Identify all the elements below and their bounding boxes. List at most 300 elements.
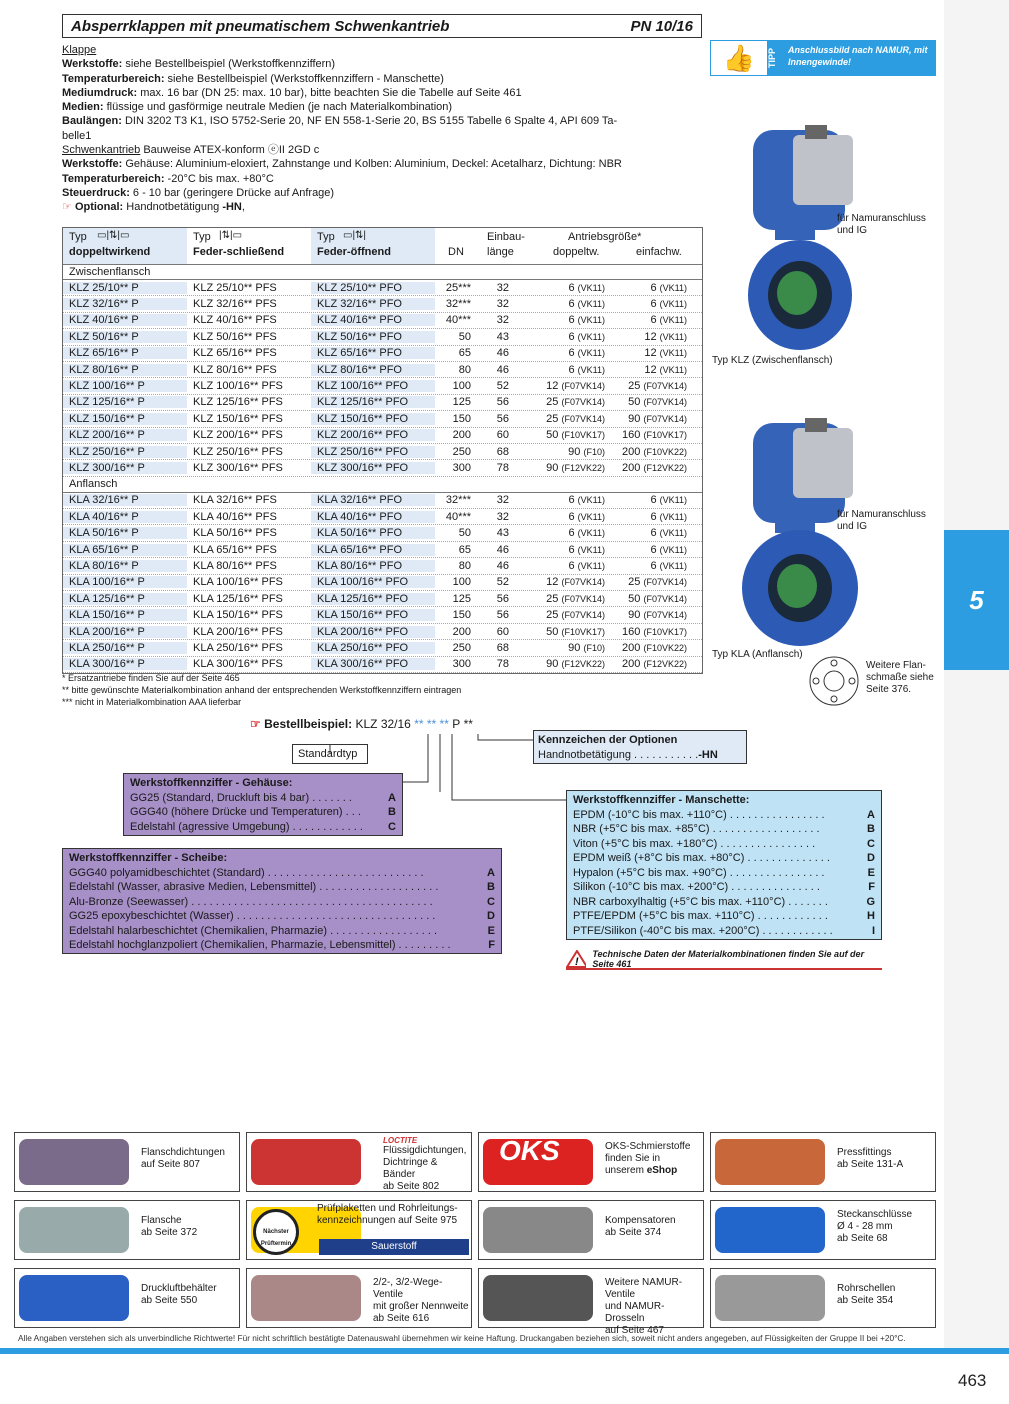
code-item-label: GGG40 (höhere Drücke und Temperaturen) . . .: [130, 806, 361, 818]
caption-namur-2: [837, 509, 926, 533]
product-text-line: Rohrschellen: [837, 1283, 896, 1294]
code-item-label: Edelstahl halarbeschichtet (Chemikalien, Pharmazie) . . . . . . . . . . . . . . . . . .: [69, 924, 438, 937]
table-cell: 60: [496, 429, 509, 442]
table-cell: KLA 40/16** P: [63, 511, 187, 523]
side-margin: [944, 0, 1009, 1350]
code-item: [573, 895, 875, 910]
code-item: [573, 808, 875, 823]
actuator-size: 6: [650, 298, 657, 311]
table-cell: KLZ 25/10** PFS: [187, 282, 311, 294]
product-image: [19, 1207, 129, 1253]
actuator-code: (VK11): [577, 299, 605, 310]
rows-anflansch: [63, 493, 702, 673]
col-header-einfachw: einfachw.: [636, 246, 682, 258]
table-cell: [607, 364, 693, 376]
valve-image-kla: [735, 418, 865, 648]
actuator-code: (F10VK22): [643, 446, 687, 457]
product-teaser[interactable]: [710, 1132, 936, 1192]
table-cell: 32: [496, 314, 509, 327]
actuator-size: 6: [568, 330, 575, 343]
product-table: [62, 227, 703, 674]
actuator-size: 6: [568, 314, 575, 327]
code-item: [69, 880, 495, 895]
actuator-size: 6: [568, 298, 575, 311]
code-item-label: PTFE/Silikon (-40°C bis max. +200°C) . . . . . . . . . . . .: [573, 924, 833, 937]
product-text-line: Flanschdichtungen: [141, 1147, 225, 1158]
spec-value: Bauweise ATEX-konform ⓔII 2GD c: [140, 144, 320, 157]
table-cell: 125: [452, 592, 471, 605]
actuator-code: (F07VK14): [643, 413, 687, 424]
code-item-label: GG25 (Standard, Druckluft bis 4 bar) . . . . . . .: [130, 791, 352, 804]
spec-value: siehe Bestellbeispiel (Werkstoffkennziffern - Manschette): [164, 72, 444, 85]
code-item: [69, 938, 495, 953]
actuator-size: 160: [622, 625, 641, 638]
table-cell: KLZ 150/16** P: [63, 413, 187, 425]
table-cell: 56: [496, 412, 509, 425]
table-cell: [607, 576, 693, 588]
col-header-laenge: länge: [487, 246, 514, 258]
actuator-code: (VK11): [659, 495, 687, 506]
actuator-code: (VK11): [577, 560, 605, 571]
table-cell: [521, 609, 607, 621]
product-text-line: Pressfittings: [837, 1147, 892, 1158]
table-row: [63, 411, 702, 427]
actuator-code: (VK11): [577, 511, 605, 522]
code-item-letter: F: [488, 939, 495, 951]
table-cell: KLZ 200/16** PFS: [187, 429, 311, 441]
product-teaser[interactable]: [478, 1268, 704, 1336]
table-cell: KLZ 250/16** P: [63, 446, 187, 458]
actuator-code: (VK11): [659, 299, 687, 310]
chapter-number: 5: [969, 584, 984, 615]
code-item: [573, 924, 875, 939]
table-cell: 250: [452, 641, 471, 654]
code-item-label: Edelstahl (Wasser, abrasive Medien, Lebensmittel) . . . . . . . . . . . . . . . . . . . .: [69, 881, 439, 893]
table-cell: [607, 658, 693, 670]
table-cell: 78: [496, 461, 509, 474]
table-row: [63, 542, 702, 558]
table-cell: [607, 331, 693, 343]
col-header-typ: Typ: [317, 231, 335, 243]
scheibe-box: [62, 848, 502, 954]
actuator-code: (VK11): [659, 528, 687, 539]
table-cell: KLA 125/16** PFS: [187, 593, 311, 605]
table-cell: 250: [452, 445, 471, 458]
product-teaser[interactable]: [14, 1268, 240, 1328]
actuator-code: (F10VK17): [643, 626, 687, 637]
table-cell: 40***: [445, 510, 471, 523]
product-image: [19, 1139, 129, 1185]
code-item: [130, 805, 396, 820]
table-cell: 150: [452, 609, 471, 622]
table-cell: [607, 396, 693, 408]
table-cell: KLZ 200/16** PFO: [311, 429, 435, 441]
code-item-letter: A: [867, 808, 875, 821]
table-cell: [607, 462, 693, 474]
actuator-code: (VK11): [577, 364, 605, 375]
table-cell: [521, 429, 607, 441]
product-text-line: Weitere NAMUR-Ventile: [605, 1277, 683, 1300]
table-cell: KLA 125/16** PFO: [311, 593, 435, 605]
page-title-bar: [62, 14, 702, 38]
table-cell: KLZ 40/16** PFS: [187, 314, 311, 326]
hand-pointer-icon: ☞: [62, 201, 72, 214]
product-text-line: Flansche: [141, 1215, 182, 1226]
code-item-letter: B: [487, 881, 495, 893]
table-cell: KLA 50/16** PFO: [311, 527, 435, 539]
table-cell: KLZ 32/16** PFO: [311, 298, 435, 310]
caption-line: Weitere Flan-: [866, 660, 926, 671]
spec-label: Optional:: [74, 201, 124, 214]
code-item-label: PTFE/EPDM (+5°C bis max. +110°C) . . . . . . . . . . . .: [573, 910, 828, 922]
spec-comma: ,: [241, 201, 245, 214]
table-cell: KLZ 300/16** PFO: [311, 462, 435, 474]
table-cell: [607, 527, 693, 539]
table-cell: [521, 331, 607, 343]
actuator-code: (VK11): [577, 331, 605, 342]
code-item-label: Edelstahl hochglanzpoliert (Chemikalien, Pharmazie, Lebensmittel) . . . . . . . . .: [69, 939, 451, 951]
product-teaser[interactable]: [246, 1200, 472, 1260]
product-image: [483, 1275, 593, 1321]
table-cell: 46: [496, 363, 509, 376]
spec-label: Medien:: [62, 101, 104, 114]
table-cell: KLZ 65/16** PFS: [187, 347, 311, 359]
spec-value: siehe Bestellbeispiel (Werkstoffkennziffern): [122, 58, 336, 71]
code-item: [69, 866, 495, 881]
table-cell: 46: [496, 559, 509, 572]
code-item: [69, 924, 495, 939]
order-example: [250, 717, 473, 731]
section-zwischenflansch: Zwischenflansch: [63, 264, 702, 280]
table-row: [63, 460, 702, 476]
table-cell: 80: [458, 363, 471, 376]
table-cell: KLA 125/16** P: [63, 593, 187, 605]
code-item-letter: C: [487, 895, 495, 908]
table-cell: 50: [458, 330, 471, 343]
table-cell: [607, 446, 693, 458]
table-cell: [521, 380, 607, 392]
spec-klappe: Klappe: [62, 44, 97, 56]
table-cell: KLA 80/16** PFO: [311, 560, 435, 572]
table-cell: [607, 511, 693, 523]
spec-value: max. 16 bar (DN 25: max. 10 bar), bitte beachten Sie die Tabelle auf Seite 461: [137, 86, 522, 99]
table-cell: KLA 250/16** PFS: [187, 642, 311, 654]
table-cell: [521, 642, 607, 654]
actuator-size: 90: [628, 412, 641, 425]
product-text-line: auf Seite 807: [141, 1159, 200, 1170]
table-cell: KLZ 65/16** PFO: [311, 347, 435, 359]
product-teaser[interactable]: [710, 1200, 936, 1260]
rows-zwischenflansch: [63, 280, 702, 477]
product-text-line: Ø 4 - 28 mm: [837, 1221, 893, 1232]
code-item-label: NBR carboxylhaltig (+5°C bis max. +110°C) . . . . . . .: [573, 895, 828, 908]
col-header-antriebsgroesse: Antriebsgröße*: [568, 231, 642, 243]
valve-symbol-icon: |⇅|▭: [219, 230, 243, 241]
product-text-line: kennzeichnungen auf Seite 975: [317, 1215, 458, 1226]
product-text: [373, 1277, 471, 1325]
scheibe-title: Werkstoffkennziffer - Scheibe:: [69, 852, 228, 864]
table-cell: 65: [458, 543, 471, 556]
actuator-code: (F12VK22): [643, 462, 687, 473]
table-row: [63, 395, 702, 411]
col-header-typ: Typ: [193, 231, 211, 243]
actuator-code: (VK11): [659, 282, 687, 293]
actuator-size: 200: [622, 658, 641, 671]
table-cell: [607, 347, 693, 359]
hand-pointer-icon: ☞: [250, 717, 261, 731]
col-header-dn: DN: [448, 246, 464, 258]
actuator-size: 90: [546, 461, 559, 474]
code-item-label: Viton (+5°C bis max. +180°C) . . . . . . . . . . . . . . . .: [573, 837, 816, 850]
actuator-size: 25: [546, 609, 559, 622]
product-text-line: unserem: [605, 1165, 647, 1176]
actuator-code: (F07VK14): [643, 381, 687, 392]
actuator-code: (F07VK14): [643, 610, 687, 621]
product-teaser[interactable]: [246, 1132, 472, 1192]
product-text: [605, 1277, 703, 1337]
code-item-label: EPDM (-10°C bis max. +110°C) . . . . . . . . . . . . . . . .: [573, 808, 825, 821]
actuator-code: (VK11): [659, 544, 687, 555]
table-cell: 52: [496, 380, 509, 393]
brand-logo: LOCTITE: [383, 1136, 418, 1145]
product-image: [19, 1275, 129, 1321]
spec-label: Temperaturbereich:: [62, 72, 165, 85]
product-text-line: ab Seite 374: [605, 1227, 662, 1238]
table-cell: [607, 626, 693, 638]
actuator-code: (VK11): [659, 331, 687, 342]
warning-text: Technische Daten der Materialkombinationen finden Sie auf der Seite 461: [592, 949, 865, 969]
code-item-label: Edelstahl (agressive Umgebung) . . . . . . . . . . . .: [130, 820, 363, 833]
table-cell: [521, 544, 607, 556]
product-image: [715, 1207, 825, 1253]
code-item-letter: A: [388, 791, 396, 804]
table-cell: KLZ 200/16** P: [63, 429, 187, 441]
product-image: [715, 1275, 825, 1321]
options-item: Handnotbetätigung . . . . . . . . . . .: [538, 748, 699, 761]
spec-label: Werkstoffe:: [62, 58, 123, 71]
spec-value: belle1: [62, 129, 92, 142]
table-cell: 32: [496, 298, 509, 311]
code-item-label: GGG40 polyamidbeschichtet (Standard) . . . . . . . . . . . . . . . . . . . . . . . . . .: [69, 866, 424, 879]
table-cell: [521, 347, 607, 359]
spec-value: Handnotbetätigung: [123, 201, 223, 214]
actuator-code: (F07VK14): [561, 577, 605, 588]
product-text-line: Steckanschlüsse: [837, 1209, 913, 1220]
product-text-line: Druckluftbehälter: [141, 1283, 217, 1294]
product-text-line: OKS-Schmierstoffe: [605, 1141, 691, 1152]
table-cell: 56: [496, 396, 509, 409]
code-item-letter: E: [487, 924, 495, 937]
table-cell: [607, 380, 693, 392]
table-cell: [521, 282, 607, 294]
actuator-size: 160: [622, 429, 641, 442]
eshop-link[interactable]: eShop: [646, 1165, 678, 1176]
table-cell: 68: [496, 445, 509, 458]
code-item-letter: A: [487, 866, 495, 879]
actuator-code: (VK11): [659, 511, 687, 522]
table-row: [63, 362, 702, 378]
table-cell: 25***: [445, 281, 471, 294]
actuator-size: 90: [568, 641, 581, 654]
actuator-size: 6: [568, 494, 575, 507]
table-cell: KLA 65/16** P: [63, 544, 187, 556]
actuator-code: (F10VK17): [561, 626, 605, 637]
caption-namur-1: [837, 213, 926, 237]
table-cell: KLA 250/16** P: [63, 642, 187, 654]
table-cell: KLZ 80/16** PFO: [311, 364, 435, 376]
product-teaser[interactable]: [14, 1132, 240, 1192]
actuator-size: 6: [650, 510, 657, 523]
code-item-letter: D: [487, 910, 495, 922]
code-item: [130, 820, 396, 835]
table-cell: KLZ 150/16** PFS: [187, 413, 311, 425]
table-cell: KLA 300/16** P: [63, 658, 187, 670]
table-cell: KLA 40/16** PFO: [311, 511, 435, 523]
page-title: Absperrklappen mit pneumatischem Schwenkantrieb: [71, 17, 450, 35]
spec-label: Werkstoffe:: [62, 158, 123, 171]
order-label: Bestellbeispiel:: [264, 717, 353, 731]
product-teaser[interactable]: [478, 1200, 704, 1260]
product-text-line: und NAMUR-Drosseln: [605, 1301, 665, 1324]
table-cell: KLZ 32/16** P: [63, 298, 187, 310]
actuator-code: (VK11): [577, 544, 605, 555]
table-cell: KLZ 32/16** PFS: [187, 298, 311, 310]
table-row: [63, 493, 702, 509]
table-cell: 65: [458, 347, 471, 360]
actuator-size: 12: [644, 363, 657, 376]
table-cell: [521, 511, 607, 523]
actuator-code: (F10): [583, 446, 605, 457]
table-cell: 32: [496, 281, 509, 294]
table-cell: KLZ 250/16** PFO: [311, 446, 435, 458]
section-anflansch: Anflansch: [63, 477, 702, 493]
product-image: [483, 1207, 593, 1253]
table-cell: [607, 429, 693, 441]
actuator-size: 6: [568, 527, 575, 540]
table-cell: KLZ 50/16** PFO: [311, 331, 435, 343]
actuator-size: 90: [546, 658, 559, 671]
product-text: [605, 1141, 690, 1177]
code-item-letter: D: [867, 852, 875, 864]
table-cell: [607, 609, 693, 621]
actuator-size: 25: [546, 592, 559, 605]
table-cell: [521, 593, 607, 605]
col-header-einbau: Einbau-: [487, 231, 525, 243]
product-text-line: Prüfplaketten und Rohrleitungs-: [317, 1203, 458, 1214]
caption-flanschmasse: [866, 660, 934, 696]
table-cell: 78: [496, 658, 509, 671]
product-text: [837, 1147, 903, 1171]
actuator-size: 12: [644, 347, 657, 360]
options-code: -HN: [698, 748, 718, 761]
code-item-label: Silikon (-10°C bis max. +200°C) . . . . . . . . . . . . . . .: [573, 881, 820, 893]
table-cell: [521, 626, 607, 638]
actuator-size: 50: [628, 396, 641, 409]
table-cell: [521, 560, 607, 572]
product-text-line: ab Seite 68: [837, 1233, 888, 1244]
actuator-code: (VK11): [659, 560, 687, 571]
table-cell: [607, 314, 693, 326]
caption-line: schmaße siehe: [866, 672, 934, 683]
actuator-code: (F10): [583, 642, 605, 653]
table-cell: KLZ 80/16** P: [63, 364, 187, 376]
manschette-title: Werkstoffkennziffer - Manschette:: [573, 794, 750, 806]
product-text-line: ab Seite 802: [383, 1181, 440, 1192]
product-text: [317, 1203, 458, 1227]
table-row: [63, 558, 702, 574]
tip-text: Anschlussbild nach NAMUR, mit Innengewinde!: [783, 41, 935, 75]
actuator-code: (VK11): [577, 348, 605, 359]
valve-image-klz: [735, 125, 865, 355]
table-cell: [521, 298, 607, 310]
code-item: [573, 822, 875, 837]
code-item-letter: G: [866, 895, 875, 908]
product-text-line: ab Seite 131-A: [837, 1159, 904, 1170]
spec-label: Baulängen:: [62, 115, 122, 128]
code-item: [573, 880, 875, 895]
chapter-tab[interactable]: [944, 530, 1009, 670]
code-item-letter: F: [868, 881, 875, 893]
actuator-code: (F12VK22): [643, 659, 687, 670]
product-teaser[interactable]: [246, 1268, 472, 1328]
table-row: [63, 444, 702, 460]
table-cell: [521, 576, 607, 588]
table-row: [63, 624, 702, 640]
inspection-badge: Nächster Prüftermin: [253, 1209, 299, 1255]
caption-line: und IG: [837, 521, 868, 532]
options-title: Kennzeichen der Optionen: [538, 734, 678, 746]
table-cell: [607, 560, 693, 572]
product-text: [605, 1215, 676, 1239]
product-text: [141, 1215, 197, 1239]
table-cell: KLA 150/16** P: [63, 609, 187, 621]
actuator-size: 6: [650, 494, 657, 507]
actuator-code: (F12VK22): [561, 462, 605, 473]
actuator-code: (F07VK14): [561, 610, 605, 621]
code-item-label: Hypalon (+5°C bis max. +90°C) . . . . . . . . . . . . . . . .: [573, 866, 825, 879]
table-cell: [521, 658, 607, 670]
spec-value: 6 - 10 bar (geringere Drücke auf Anfrage): [129, 186, 335, 199]
actuator-size: 25: [628, 576, 641, 589]
table-cell: [607, 593, 693, 605]
actuator-size: 50: [628, 592, 641, 605]
actuator-size: 12: [546, 576, 559, 589]
order-p: P: [452, 717, 461, 731]
table-cell: KLA 100/16** PFS: [187, 576, 311, 588]
product-text-line: Kompensatoren: [605, 1215, 676, 1226]
table-cell: 100: [452, 576, 471, 589]
product-teaser[interactable]: [14, 1200, 240, 1260]
svg-text:!: !: [575, 956, 579, 968]
actuator-code: (F10VK17): [561, 430, 605, 441]
table-row: [63, 378, 702, 394]
table-cell: [521, 494, 607, 506]
table-cell: [521, 527, 607, 539]
table-row: [63, 525, 702, 541]
actuator-code: (F07VK14): [643, 397, 687, 408]
table-cell: KLZ 25/10** P: [63, 282, 187, 294]
product-teaser[interactable]: [478, 1132, 704, 1192]
table-cell: KLZ 125/16** P: [63, 396, 187, 408]
table-row: [63, 509, 702, 525]
actuator-size: 25: [546, 396, 559, 409]
actuator-size: 12: [644, 330, 657, 343]
caption-line: für Namuranschluss: [837, 213, 926, 224]
table-row: [63, 346, 702, 362]
product-teaser[interactable]: [710, 1268, 936, 1328]
product-text: [837, 1283, 895, 1307]
table-row: [63, 607, 702, 623]
